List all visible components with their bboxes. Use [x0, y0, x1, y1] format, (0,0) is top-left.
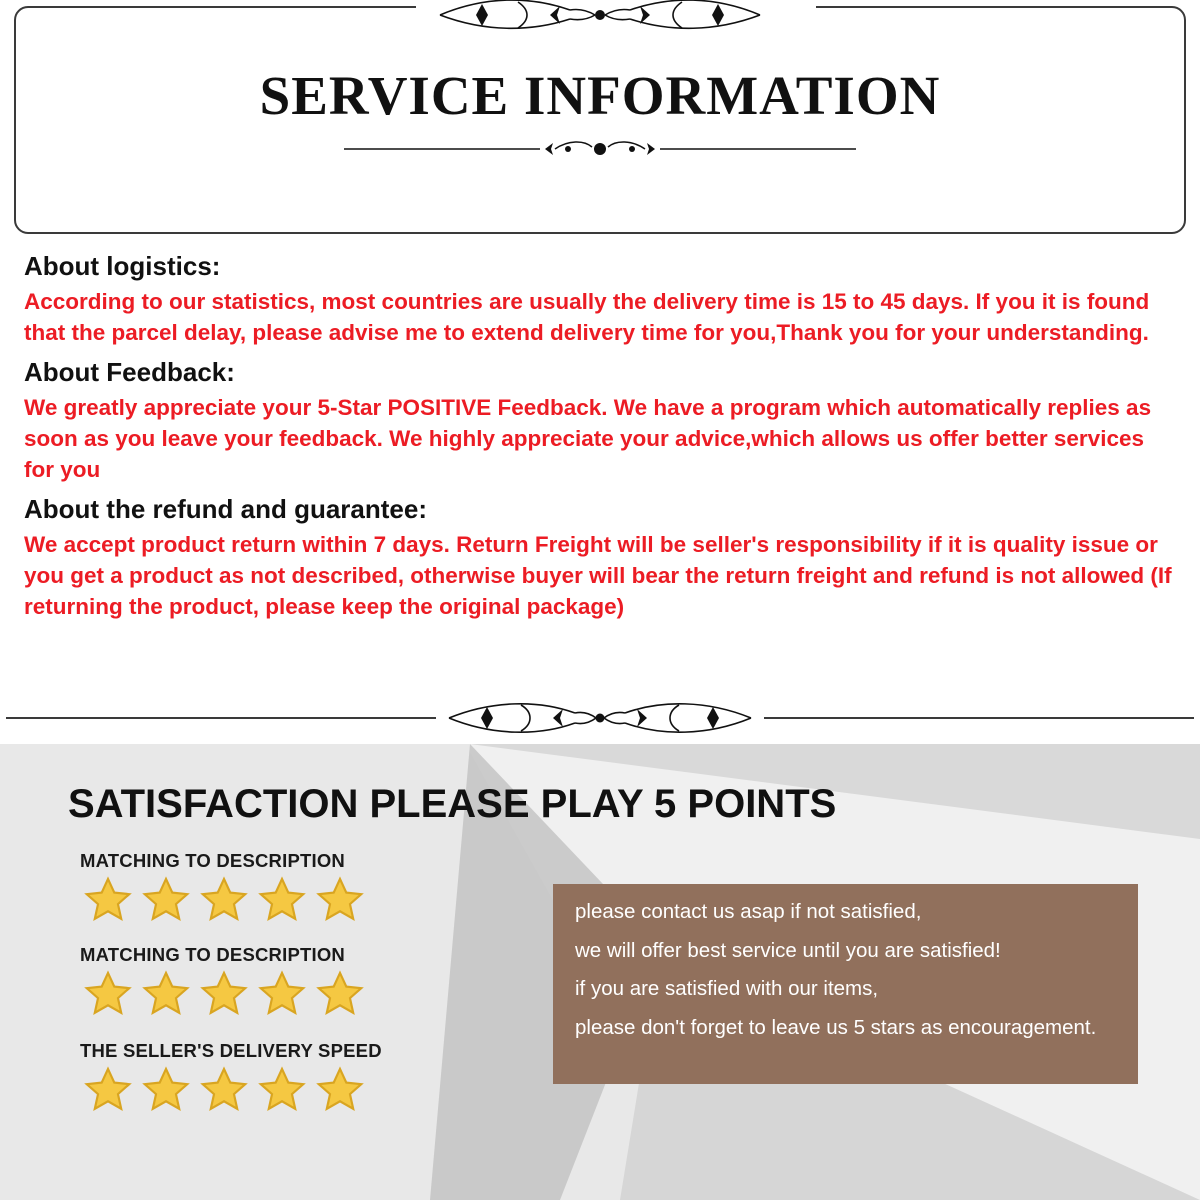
star-rating	[80, 1064, 382, 1116]
page-title: SERVICE INFORMATION	[259, 65, 941, 126]
star-rating	[80, 874, 368, 926]
star-icon	[196, 874, 252, 926]
satisfaction-title: SATISFACTION PLEASE PLAY 5 POINTS	[68, 782, 837, 826]
section-heading: About Feedback:	[24, 356, 235, 387]
ornament-divider-icon	[435, 690, 765, 746]
section-feedback	[24, 356, 1176, 485]
star-icon	[312, 968, 368, 1020]
star-icon	[254, 874, 310, 926]
ornament-top-icon	[430, 0, 770, 36]
message-line: if you are satisfied with our items,	[575, 977, 879, 1000]
star-icon	[80, 874, 136, 926]
section-body: We accept product return within 7 days. Return Freight will be seller's responsibility if it is quality issue or you get a product as not described, otherwise buyer will bear the return freight and refund is not allowed (If returning the product, please keep the original package)	[24, 531, 1172, 619]
rating-group-matching-description-2	[80, 944, 368, 1020]
section-body: According to our statistics, most countries are usually the delivery time is 15 to 45 days. If you it is found that the parcel delay, please advise me to extend delivery time for you,Thank you for your understanding.	[24, 288, 1150, 345]
star-rating	[80, 968, 368, 1020]
message-line: please don't forget to leave us 5 stars as encouragement.	[575, 1015, 1097, 1039]
divider-line-right	[764, 717, 1194, 719]
message-line: please contact us asap if not satisfied,	[575, 900, 922, 923]
star-icon	[254, 968, 310, 1020]
star-icon	[138, 874, 194, 926]
contact-message-box	[553, 884, 1138, 1084]
ornament-title-rule-icon	[340, 134, 860, 164]
star-icon	[80, 1064, 136, 1116]
rating-group-matching-description-1	[80, 850, 368, 926]
star-icon	[312, 874, 368, 926]
section-divider	[0, 690, 1200, 746]
satisfaction-panel	[0, 744, 1200, 1200]
star-icon	[138, 1064, 194, 1116]
message-line: we will offer best service until you are satisfied!	[575, 938, 1001, 962]
section-body: We greatly appreciate your 5-Star POSITIVE Feedback. We have a program which automatically replies as soon as you leave your feedback. We highly appreciate your advice,which allows us offer better services for you	[24, 394, 1152, 482]
star-icon	[80, 968, 136, 1020]
star-icon	[196, 968, 252, 1020]
divider-line-left	[6, 717, 436, 719]
rating-label: THE SELLER'S DELIVERY SPEED	[80, 1040, 382, 1061]
rating-label: MATCHING TO DESCRIPTION	[80, 850, 345, 871]
star-icon	[312, 1064, 368, 1116]
section-refund-guarantee	[24, 493, 1176, 622]
service-info-content	[24, 250, 1176, 630]
star-icon	[254, 1064, 310, 1116]
section-heading: About logistics:	[24, 251, 221, 281]
rating-group-delivery-speed	[80, 1040, 382, 1116]
star-icon	[138, 968, 194, 1020]
header-frame	[14, 6, 1186, 234]
section-heading: About the refund and guarantee:	[24, 493, 427, 524]
star-icon	[196, 1064, 252, 1116]
section-logistics	[24, 250, 1176, 348]
rating-label: MATCHING TO DESCRIPTION	[80, 944, 345, 965]
